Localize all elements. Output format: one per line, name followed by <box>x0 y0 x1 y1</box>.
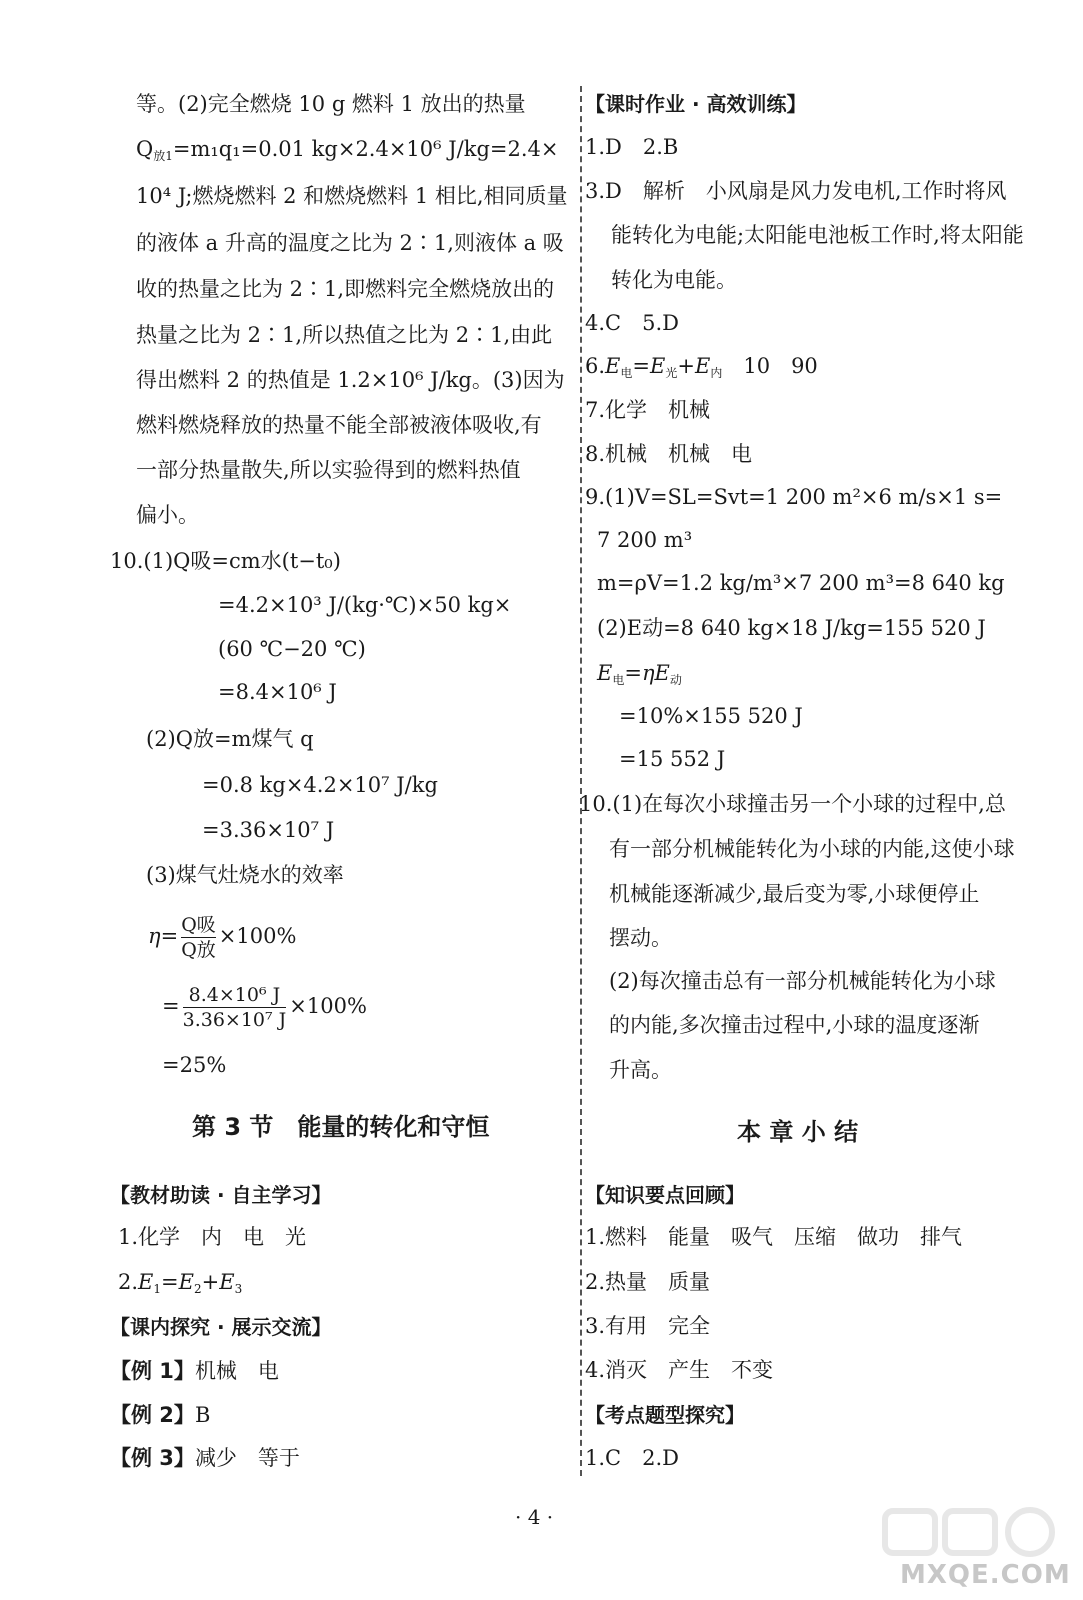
continuation-line: 等。(2)完全燃烧 10 g 燃料 1 放出的热量 <box>136 92 526 116</box>
q-fang1: $Q_{放1}$ <box>136 137 173 163</box>
answer-line: 能转化为电能;太阳能电池板工作时,将太阳能 <box>611 223 1024 247</box>
continuation-line: 的液体 a 升高的温度之比为 2∶1,则液体 a 吸 <box>136 231 564 255</box>
continuation-line: 收的热量之比为 2∶1,即燃料完全燃烧放出的 <box>136 277 555 301</box>
answer-line: 转化为电能。 <box>611 268 737 292</box>
continuation-line: 热量之比为 2∶1,所以热值之比为 2∶1,由此 <box>136 323 553 347</box>
answer-line: 3.D 解析 小风扇是风力发电机,工作时将风 <box>585 179 1007 203</box>
q10-line: 10.(1)Q吸=cm水(t−t₀) <box>110 549 341 573</box>
answer-line: $E_电=\eta E_动$ <box>597 661 682 687</box>
answer-line: 3.有用 完全 <box>585 1314 711 1338</box>
section-heading: 【教材助读 · 自主学习】 <box>110 1183 332 1207</box>
answer-line: 4.C 5.D <box>585 311 679 335</box>
answer-line: 机械能逐渐减少,最后变为零,小球便停止 <box>609 882 980 906</box>
continuation-line: 10⁴ J;燃烧燃料 2 和燃烧燃料 1 相比,相同质量 <box>136 184 568 208</box>
column-divider <box>580 86 582 1476</box>
continuation-line: 得出燃料 2 的热值是 1.2×10⁶ J/kg。(3)因为 <box>136 368 565 392</box>
efficiency-substitution: = $\frac{\text{8.4×10⁶ J}}{\text{3.36×10⁷ J}}$ ×100% <box>162 984 367 1031</box>
answer-line: $6.E_电=E_光+E_内$ 10 90 <box>585 354 818 380</box>
answer-line: 4.消灭 产生 不变 <box>585 1358 774 1382</box>
answer-line: (2)E动=8 640 kg×18 J/kg=155 520 J <box>597 616 986 640</box>
answer-line: 1.燃料 能量 吸气 压缩 做功 排气 <box>585 1225 963 1249</box>
continuation-line: $Q_{放1}=m_1q_1=0.01$ kg×2.4×10⁶ J/kg=2.4× <box>136 137 559 163</box>
page-number: · 4 · <box>515 1505 554 1529</box>
watermark-text: MXQE.COM <box>900 1560 1071 1590</box>
example-answer: 【例 1】机械 电 <box>110 1359 279 1383</box>
efficiency-result: =25% <box>162 1053 227 1077</box>
answer-line: 升高。 <box>609 1058 672 1082</box>
q10-line: =8.4×10⁶ J <box>218 680 337 704</box>
efficiency-fraction: $\frac{\text{Q吸}}{\text{Q放}}$ <box>181 914 216 961</box>
answer-line: 1.化学 内 电 光 <box>118 1225 307 1249</box>
answer-line: 8.机械 机械 电 <box>585 442 753 466</box>
answer-line: =10%×155 520 J <box>619 704 803 728</box>
answer-line: $2.E_1=E_2+E_3$ <box>118 1270 243 1296</box>
section-heading: 【课内探究 · 展示交流】 <box>110 1315 332 1339</box>
answer-line: 摆动。 <box>609 926 672 950</box>
answer-line: 2.热量 质量 <box>585 1270 711 1294</box>
efficiency-fraction-values: $\frac{\text{8.4×10⁶ J}}{\text{3.36×10⁷ J}}$ <box>182 984 287 1031</box>
continuation-line: 燃料燃烧释放的热量不能全部被液体吸收,有 <box>136 413 542 437</box>
q10-line: (2)Q放=m煤气 q <box>146 727 314 751</box>
section-heading: 【课时作业 · 高效训练】 <box>585 92 807 116</box>
answer-line: 1.D 2.B <box>585 135 679 159</box>
section-heading: 【知识要点回顾】 <box>585 1183 745 1207</box>
answer-line: 有一部分机械能转化为小球的内能,这使小球 <box>609 837 1015 861</box>
answer-line: (2)每次撞击总有一部分机械能转化为小球 <box>609 969 996 993</box>
continuation-line: 偏小。 <box>136 503 199 527</box>
efficiency-formula: η= $\frac{\text{Q吸}}{\text{Q放}}$ ×100% <box>148 914 297 961</box>
section-title: 本 章 小 结 <box>737 1118 859 1146</box>
q10-line: (60 ℃−20 ℃) <box>218 637 366 661</box>
answer-line: 7.化学 机械 <box>585 398 711 422</box>
continuation-line: 一部分热量散失,所以实验得到的燃料热值 <box>136 458 521 482</box>
example-answer: 【例 2】B <box>110 1403 211 1427</box>
answer-line: 的内能,多次撞击过程中,小球的温度逐渐 <box>609 1013 980 1037</box>
q10-line: =3.36×10⁷ J <box>202 818 335 842</box>
q10-line: =4.2×10³ J/(kg·℃)×50 kg× <box>218 593 512 617</box>
answer-line: =15 552 J <box>619 747 726 771</box>
q10-line: =0.8 kg×4.2×10⁷ J/kg <box>202 773 438 797</box>
section-heading: 【考点题型探究】 <box>585 1403 745 1427</box>
section-title: 第 3 节 能量的转化和守恒 <box>192 1113 490 1141</box>
q10-line: (3)煤气灶烧水的效率 <box>146 863 344 887</box>
answer-line: 7 200 m³ <box>597 528 693 552</box>
answer-line: 9.(1)V=SL=Svt=1 200 m²×6 m/s×1 s= <box>585 485 1003 509</box>
answer-line: 1.C 2.D <box>585 1446 679 1470</box>
answer-line: 10.(1)在每次小球撞击另一个小球的过程中,总 <box>579 792 1006 816</box>
example-answer: 【例 3】减少 等于 <box>110 1446 300 1470</box>
answer-line: m=ρV=1.2 kg/m³×7 200 m³=8 640 kg <box>597 571 1005 595</box>
